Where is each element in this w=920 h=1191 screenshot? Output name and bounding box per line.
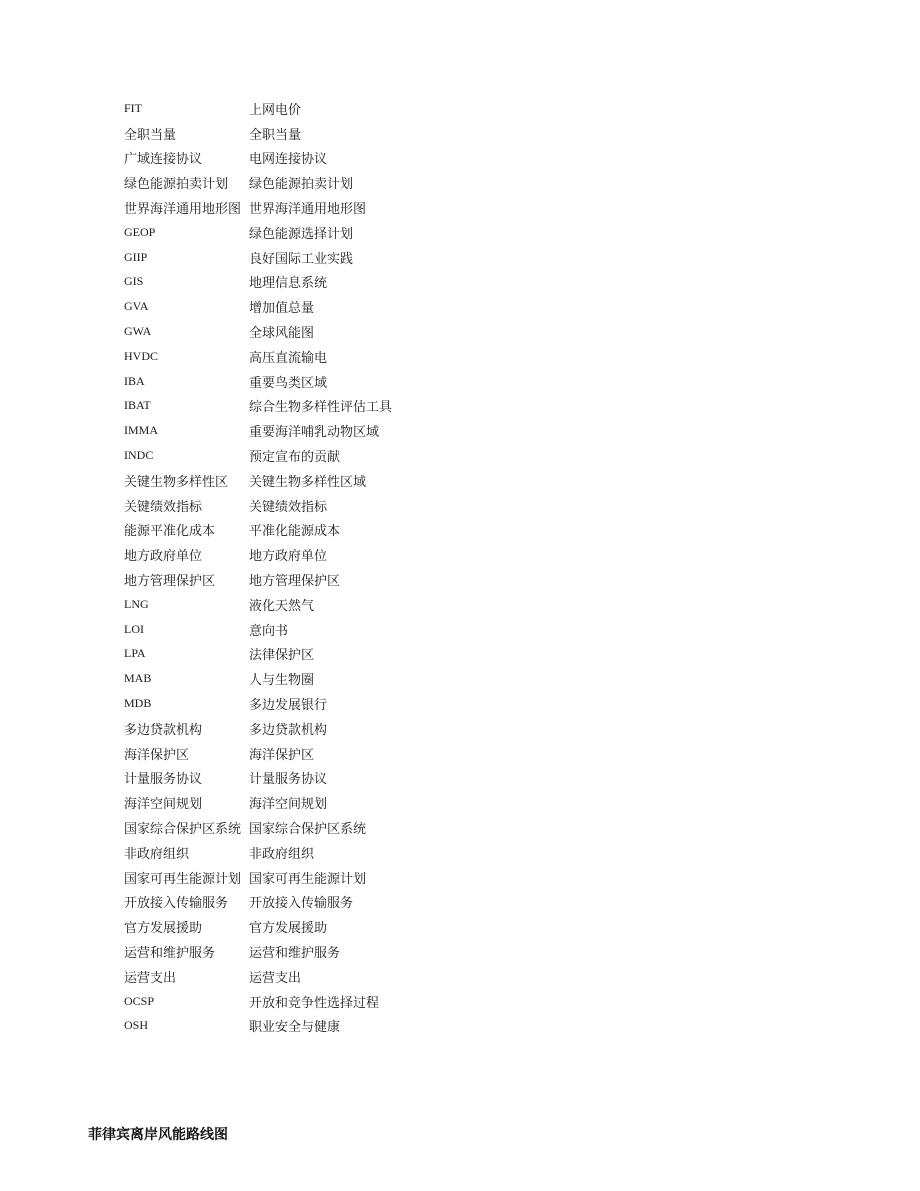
glossary-abbreviation: 运营支出 bbox=[124, 970, 177, 986]
glossary-abbreviation: IBAT bbox=[124, 398, 151, 413]
glossary-abbreviation: 能源平准化成本 bbox=[124, 524, 216, 540]
glossary-row bbox=[124, 666, 524, 691]
glossary-definition: 地方政府单位 bbox=[249, 549, 328, 565]
glossary-definition: 平准化能源成本 bbox=[249, 524, 341, 540]
glossary-abbreviation: 计量服务协议 bbox=[124, 772, 203, 788]
glossary-abbreviation: HVDC bbox=[124, 348, 159, 363]
glossary-row bbox=[124, 270, 524, 295]
glossary-row bbox=[124, 741, 524, 766]
glossary-definition: 地方管理保护区 bbox=[249, 574, 341, 590]
glossary-definition: 海洋空间规划 bbox=[249, 797, 328, 813]
glossary-row bbox=[124, 989, 524, 1014]
glossary-list bbox=[124, 96, 524, 1038]
glossary-abbreviation: IMMA bbox=[124, 423, 159, 438]
glossary-definition: 非政府组织 bbox=[249, 846, 315, 862]
glossary-row bbox=[124, 964, 524, 989]
glossary-row bbox=[124, 443, 524, 468]
glossary-row bbox=[124, 96, 524, 121]
glossary-abbreviation: GVA bbox=[124, 299, 149, 314]
glossary-definition: 电网连接协议 bbox=[249, 152, 328, 168]
glossary-abbreviation: INDC bbox=[124, 448, 154, 463]
glossary-row bbox=[124, 592, 524, 617]
glossary-definition: 绿色能源拍卖计划 bbox=[249, 177, 354, 193]
glossary-abbreviation: 国家综合保护区系统 bbox=[124, 822, 242, 837]
glossary-definition: 国家可再生能源计划 bbox=[249, 871, 367, 887]
glossary-abbreviation: 广域连接协议 bbox=[124, 152, 203, 168]
glossary-abbreviation: IBA bbox=[124, 373, 145, 388]
glossary-row bbox=[124, 195, 524, 220]
glossary-abbreviation: 地方管理保护区 bbox=[124, 574, 216, 590]
glossary-row bbox=[124, 121, 524, 146]
glossary-definition: 增加值总量 bbox=[249, 301, 315, 317]
glossary-row bbox=[124, 418, 524, 443]
glossary-definition: 良好国际工业实践 bbox=[249, 251, 354, 267]
glossary-definition: 液化天然气 bbox=[249, 598, 315, 614]
glossary-definition: 开放接入传输服务 bbox=[249, 896, 354, 912]
glossary-row bbox=[124, 220, 524, 245]
glossary-abbreviation: GIIP bbox=[124, 249, 148, 264]
glossary-row bbox=[124, 319, 524, 344]
glossary-definition: 多边发展银行 bbox=[249, 698, 328, 714]
glossary-abbreviation: LPA bbox=[124, 646, 146, 661]
glossary-row bbox=[124, 245, 524, 270]
glossary-abbreviation: 多边贷款机构 bbox=[124, 722, 203, 738]
glossary-definition: 国家综合保护区系统 bbox=[249, 822, 367, 837]
glossary-definition: 综合生物多样性评估工具 bbox=[249, 400, 393, 416]
glossary-definition: 上网电价 bbox=[249, 102, 302, 118]
glossary-definition: 官方发展援助 bbox=[249, 921, 328, 937]
glossary-definition: 地理信息系统 bbox=[249, 276, 328, 292]
glossary-row bbox=[124, 790, 524, 815]
glossary-abbreviation: 全职当量 bbox=[124, 127, 177, 143]
glossary-definition: 重要海洋哺乳动物区域 bbox=[249, 425, 380, 441]
glossary-row bbox=[124, 542, 524, 567]
glossary-row bbox=[124, 369, 524, 394]
glossary-abbreviation: 运营和维护服务 bbox=[124, 945, 216, 961]
glossary-abbreviation: 海洋空间规划 bbox=[124, 797, 203, 813]
glossary-row bbox=[124, 468, 524, 493]
glossary-definition: 法律保护区 bbox=[249, 648, 315, 664]
glossary-definition: 高压直流输电 bbox=[249, 350, 328, 366]
glossary-abbreviation: 非政府组织 bbox=[124, 846, 190, 862]
glossary-row bbox=[124, 890, 524, 915]
glossary-abbreviation: MDB bbox=[124, 696, 152, 711]
glossary-definition: 全球风能图 bbox=[249, 326, 315, 342]
glossary-row bbox=[124, 617, 524, 642]
glossary-definition: 预定宣布的贡献 bbox=[249, 450, 341, 466]
glossary-abbreviation: 开放接入传输服务 bbox=[124, 896, 229, 912]
glossary-definition: 世界海洋通用地形图 bbox=[249, 202, 367, 218]
glossary-definition: 人与生物圈 bbox=[249, 673, 315, 689]
glossary-abbreviation: 官方发展援助 bbox=[124, 921, 203, 937]
glossary-abbreviation: GIS bbox=[124, 274, 144, 289]
glossary-definition: 运营和维护服务 bbox=[249, 945, 341, 961]
glossary-abbreviation: LOI bbox=[124, 621, 144, 636]
glossary-definition: 意向书 bbox=[249, 623, 289, 639]
glossary-definition: 全职当量 bbox=[249, 127, 302, 143]
glossary-abbreviation: 地方政府单位 bbox=[124, 549, 203, 565]
glossary-row bbox=[124, 1013, 524, 1038]
glossary-definition: 海洋保护区 bbox=[249, 747, 315, 763]
glossary-abbreviation: OSH bbox=[124, 1018, 149, 1033]
glossary-abbreviation: 绿色能源拍卖计划 bbox=[124, 177, 229, 193]
glossary-definition: 职业安全与健康 bbox=[249, 1020, 341, 1036]
glossary-abbreviation: LNG bbox=[124, 596, 149, 611]
glossary-row bbox=[124, 642, 524, 667]
glossary-abbreviation: GWA bbox=[124, 324, 152, 339]
glossary-row bbox=[124, 939, 524, 964]
glossary-definition: 多边贷款机构 bbox=[249, 722, 328, 738]
glossary-definition: 计量服务协议 bbox=[249, 772, 328, 788]
footer-document-title: 菲律宾离岸风能路线图 bbox=[88, 1127, 228, 1143]
glossary-abbreviation: 海洋保护区 bbox=[124, 747, 190, 763]
glossary-definition: 重要鸟类区域 bbox=[249, 375, 328, 391]
glossary-row bbox=[124, 840, 524, 865]
glossary-abbreviation: 关键绩效指标 bbox=[124, 499, 203, 515]
glossary-row bbox=[124, 567, 524, 592]
glossary-abbreviation: 国家可再生能源计划 bbox=[124, 871, 242, 887]
glossary-definition: 绿色能源选择计划 bbox=[249, 226, 354, 242]
glossary-abbreviation: OCSP bbox=[124, 993, 155, 1008]
glossary-abbreviation: FIT bbox=[124, 100, 142, 115]
glossary-row bbox=[124, 146, 524, 171]
glossary-abbreviation: MAB bbox=[124, 671, 152, 686]
glossary-row bbox=[124, 344, 524, 369]
glossary-definition: 关键绩效指标 bbox=[249, 499, 328, 515]
glossary-row bbox=[124, 170, 524, 195]
glossary-row bbox=[124, 691, 524, 716]
glossary-row bbox=[124, 914, 524, 939]
glossary-row bbox=[124, 394, 524, 419]
glossary-row bbox=[124, 294, 524, 319]
glossary-row bbox=[124, 716, 524, 741]
glossary-abbreviation: GEOP bbox=[124, 224, 156, 239]
glossary-definition: 运营支出 bbox=[249, 970, 302, 986]
glossary-abbreviation: 关键生物多样性区 bbox=[124, 474, 229, 490]
glossary-row bbox=[124, 815, 524, 840]
glossary-row bbox=[124, 865, 524, 890]
glossary-definition: 关键生物多样性区域 bbox=[249, 474, 367, 490]
glossary-row bbox=[124, 766, 524, 791]
glossary-row bbox=[124, 493, 524, 518]
glossary-row bbox=[124, 518, 524, 543]
glossary-abbreviation: 世界海洋通用地形图 bbox=[124, 202, 242, 218]
glossary-definition: 开放和竞争性选择过程 bbox=[249, 995, 380, 1011]
